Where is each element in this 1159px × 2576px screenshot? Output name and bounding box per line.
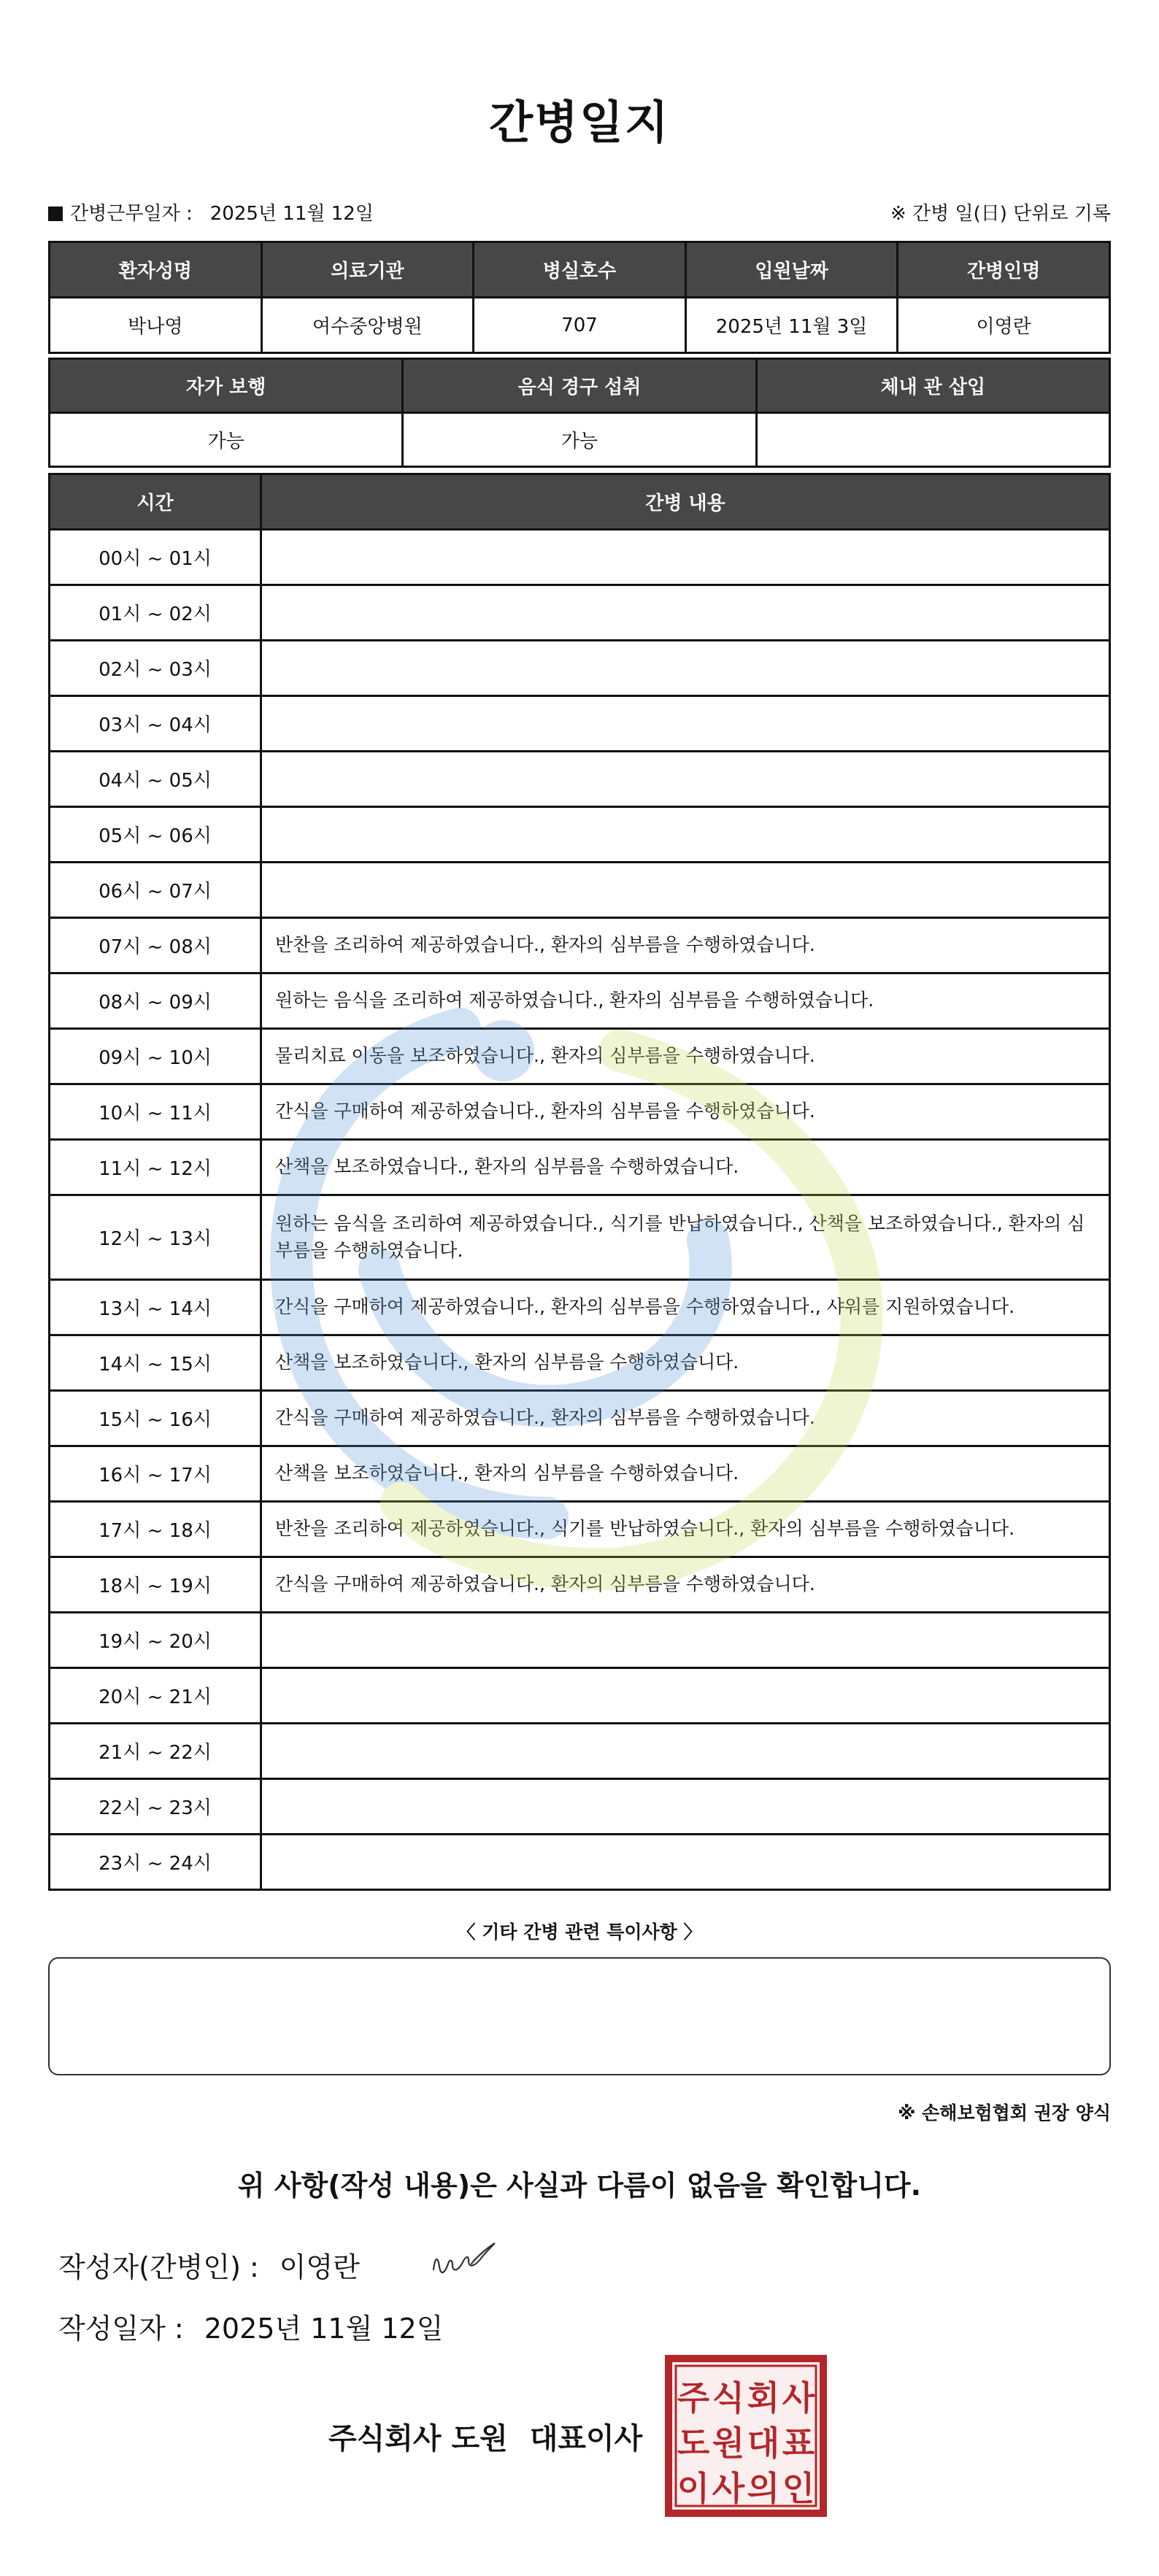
time-cell: 15시 ~ 16시	[50, 1391, 261, 1446]
company-name: 주식회사 도원	[328, 2422, 508, 2456]
page-title: 간병일지	[489, 96, 670, 149]
table-row	[50, 1029, 1110, 1084]
seal-character: 표	[782, 2423, 815, 2463]
care-content-cell	[261, 1835, 1110, 1890]
table-row	[50, 752, 1110, 807]
table-row	[50, 1195, 1110, 1280]
seal-character: 대	[747, 2423, 780, 2463]
writer-label: 작성자(간병인) :	[58, 2251, 259, 2283]
header-tube-insertion: 체내 관 삽입	[756, 359, 1109, 413]
table-row	[50, 1613, 1110, 1668]
time-cell: 19시 ~ 20시	[50, 1613, 261, 1668]
care-content-cell: 간식을 구매하여 제공하였습니다., 환자의 심부름을 수행하였습니다.	[261, 1084, 1110, 1140]
care-content-cell: 산책을 보조하였습니다., 환자의 심부름을 수행하였습니다.	[261, 1140, 1110, 1195]
time-cell: 21시 ~ 22시	[50, 1724, 261, 1779]
table-row	[50, 1557, 1110, 1613]
work-date-line	[48, 198, 374, 225]
seal-character: 인	[782, 2469, 815, 2508]
signature-mark	[429, 2234, 499, 2281]
time-cell: 03시 ~ 04시	[50, 696, 261, 752]
table-row	[50, 1668, 1110, 1724]
table-row	[50, 641, 1110, 696]
time-cell: 04시 ~ 05시	[50, 752, 261, 807]
table-row	[50, 530, 1110, 585]
time-cell: 11시 ~ 12시	[50, 1140, 261, 1195]
care-content-cell	[261, 752, 1110, 807]
table-row	[50, 1446, 1110, 1502]
care-content-cell	[261, 530, 1110, 585]
care-content-cell: 원하는 음식을 조리하여 제공하였습니다., 식기를 반납하였습니다., 산책을 보조하였습니다., 환자의 심부름을 수행하였습니다.	[261, 1195, 1110, 1280]
room-number: 707	[474, 298, 686, 353]
seal-character: 주	[677, 2378, 710, 2418]
table-row	[50, 1084, 1110, 1140]
care-content-cell	[261, 1613, 1110, 1668]
care-content-cell: 물리치료 이동을 보조하였습니다., 환자의 심부름을 수행하였습니다.	[261, 1029, 1110, 1084]
header-care-content: 간병 내용	[261, 474, 1110, 530]
care-content-cell: 간식을 구매하여 제공하였습니다., 환자의 심부름을 수행하였습니다.	[261, 1557, 1110, 1613]
table-row	[50, 973, 1110, 1029]
seal-character: 원	[712, 2423, 745, 2463]
time-cell: 13시 ~ 14시	[50, 1280, 261, 1335]
header-time: 시간	[50, 474, 261, 530]
special-notes-box	[48, 1957, 1111, 2075]
seal-character: 식	[712, 2378, 745, 2418]
care-log-table	[48, 473, 1111, 1891]
unit-note: ※ 간병 일(日) 단위로 기록	[890, 203, 1111, 225]
time-cell: 17시 ~ 18시	[50, 1502, 261, 1557]
hospital-name: 여수중앙병원	[261, 298, 474, 353]
company-line	[328, 2415, 642, 2457]
header-hospital: 의료기관	[261, 242, 474, 298]
time-cell: 02시 ~ 03시	[50, 641, 261, 696]
time-cell: 05시 ~ 06시	[50, 807, 261, 863]
meta-row	[48, 198, 1111, 228]
care-content-cell: 반찬을 조리하여 제공하였습니다., 식기를 반납하였습니다., 환자의 심부름을 수행하였습니다.	[261, 1502, 1110, 1557]
table-row	[50, 1391, 1110, 1446]
ability-table	[48, 358, 1111, 468]
company-role: 대표이사	[529, 2422, 643, 2456]
confirmation-statement: 위 사항(작성 내용)은 사실과 다름이 없음을 확인합니다.	[237, 2170, 922, 2202]
table-row	[50, 696, 1110, 752]
write-date-value: 2025년 11월 12일	[204, 2313, 444, 2345]
table-row	[50, 863, 1110, 918]
care-content-cell: 간식을 구매하여 제공하였습니다., 환자의 심부름을 수행하였습니다.	[261, 1391, 1110, 1446]
work-date-label: 간병근무일자 :	[70, 203, 193, 225]
care-content-cell: 산책을 보조하였습니다., 환자의 심부름을 수행하였습니다.	[261, 1335, 1110, 1391]
care-content-cell	[261, 1724, 1110, 1779]
admission-date: 2025년 11월 3일	[685, 298, 898, 353]
table-row	[50, 1335, 1110, 1391]
header-caregiver: 간병인명	[898, 242, 1110, 298]
header-self-walking: 자가 보행	[50, 359, 403, 413]
company-seal	[664, 2354, 828, 2518]
self-walking-value: 가능	[50, 413, 403, 467]
seal-character: 회	[747, 2378, 780, 2418]
seal-character: 도	[677, 2423, 710, 2463]
patient-info-table	[48, 241, 1111, 354]
seal-character: 사	[712, 2469, 745, 2508]
table-row	[50, 1779, 1110, 1835]
writer-line	[58, 2245, 360, 2285]
write-date-label: 작성일자 :	[58, 2313, 184, 2345]
header-oral-intake: 음식 경구 섭취	[403, 359, 756, 413]
caregiver-name: 이영란	[898, 298, 1110, 353]
care-content-cell: 원하는 음식을 조리하여 제공하였습니다., 환자의 심부름을 수행하였습니다.	[261, 973, 1110, 1029]
time-cell: 00시 ~ 01시	[50, 530, 261, 585]
care-content-cell	[261, 641, 1110, 696]
time-cell: 06시 ~ 07시	[50, 863, 261, 918]
time-cell: 18시 ~ 19시	[50, 1557, 261, 1613]
form-note: ※ 손해보험협회 권장 양식	[898, 2102, 1111, 2124]
special-notes-title: 〈 기타 간병 관련 특이사항 〉	[457, 1921, 702, 1943]
header-patient-name: 환자성명	[50, 242, 262, 298]
time-cell: 01시 ~ 02시	[50, 585, 261, 641]
time-cell: 14시 ~ 15시	[50, 1335, 261, 1391]
table-row	[50, 1835, 1110, 1890]
oral-intake-value: 가능	[403, 413, 756, 467]
time-cell: 07시 ~ 08시	[50, 918, 261, 973]
care-content-cell	[261, 696, 1110, 752]
care-content-cell	[261, 1779, 1110, 1835]
care-content-cell	[261, 585, 1110, 641]
table-row	[50, 585, 1110, 641]
time-cell: 12시 ~ 13시	[50, 1195, 261, 1280]
time-cell: 23시 ~ 24시	[50, 1835, 261, 1890]
time-cell: 10시 ~ 11시	[50, 1084, 261, 1140]
seal-character: 의	[747, 2469, 780, 2508]
header-room: 병실호수	[474, 242, 686, 298]
header-admission-date: 입원날짜	[685, 242, 898, 298]
table-row	[50, 1724, 1110, 1779]
square-bullet-icon	[48, 207, 63, 221]
table-row	[50, 918, 1110, 973]
care-content-cell: 산책을 보조하였습니다., 환자의 심부름을 수행하였습니다.	[261, 1446, 1110, 1502]
writer-name: 이영란	[279, 2251, 360, 2283]
seal-character: 사	[782, 2378, 815, 2418]
time-cell: 16시 ~ 17시	[50, 1446, 261, 1502]
time-cell: 09시 ~ 10시	[50, 1029, 261, 1084]
care-content-cell	[261, 807, 1110, 863]
care-content-cell	[261, 863, 1110, 918]
tube-insertion-value	[756, 413, 1109, 467]
write-date-line	[58, 2306, 443, 2346]
care-content-cell: 간식을 구매하여 제공하였습니다., 환자의 심부름을 수행하였습니다., 샤워를 지원하였습니다.	[261, 1280, 1110, 1335]
seal-character: 이	[677, 2469, 710, 2508]
time-cell: 08시 ~ 09시	[50, 973, 261, 1029]
care-content-cell: 반찬을 조리하여 제공하였습니다., 환자의 심부름을 수행하였습니다.	[261, 918, 1110, 973]
time-cell: 20시 ~ 21시	[50, 1668, 261, 1724]
table-row	[50, 807, 1110, 863]
patient-name: 박나영	[50, 298, 262, 353]
work-date-value: 2025년 11월 12일	[209, 203, 374, 225]
care-log-body	[50, 530, 1110, 1890]
table-row	[50, 1140, 1110, 1195]
time-cell: 22시 ~ 23시	[50, 1779, 261, 1835]
table-row	[50, 1502, 1110, 1557]
table-row	[50, 1280, 1110, 1335]
care-content-cell	[261, 1668, 1110, 1724]
